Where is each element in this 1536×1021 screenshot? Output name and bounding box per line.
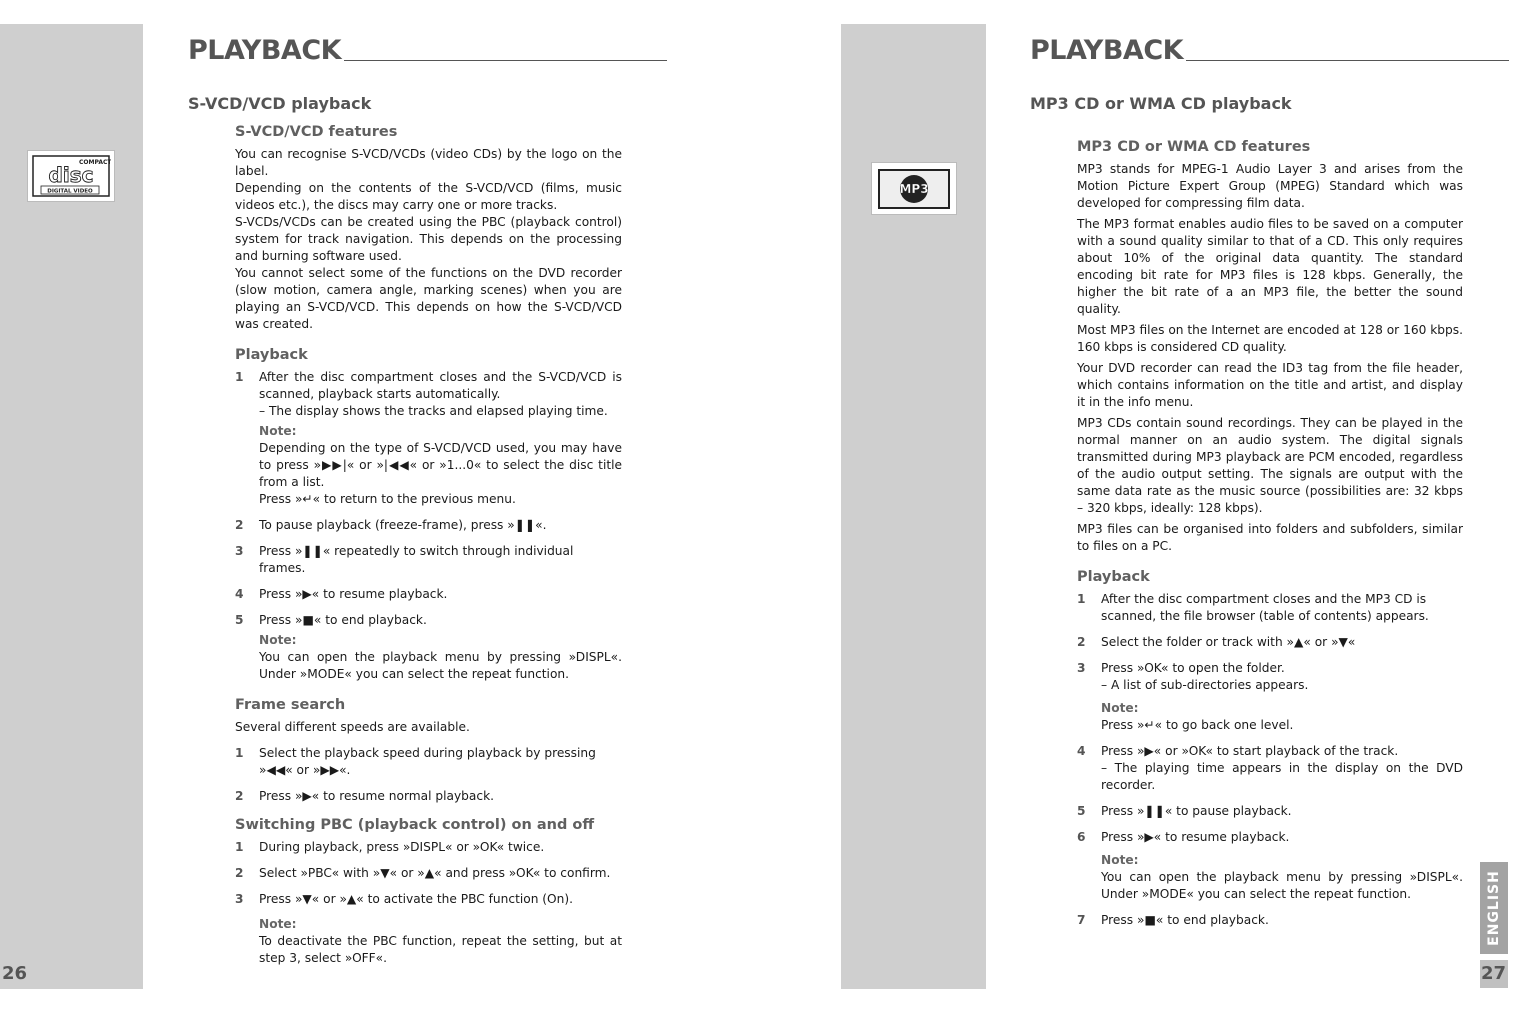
- pbc-heading: Switching PBC (playback control) on and off: [235, 817, 595, 833]
- svg-text:MP3: MP3: [899, 181, 929, 196]
- step-item: 2 Select the folder or track with »▲« or »▼«: [1077, 635, 1356, 649]
- note-text: You can open the playback menu by pressing »DISPL«. Under »MODE« you can select the repeat function.: [259, 650, 622, 681]
- step-item: 3 Press »❚❚« repeatedly to switch through individual frames.: [235, 544, 574, 575]
- step-text: – The playing time appears in the display on the DVD recorder.: [1101, 761, 1463, 792]
- note-label: Note:: [1101, 701, 1139, 715]
- svg-text:COMPACT: COMPACT: [79, 159, 111, 166]
- feature-paragraph: MP3 stands for MPEG-1 Audio Layer 3 and arises from the Motion Picture Expert Group (MPEG) Standard which was developed for compressing film data.: [1077, 162, 1463, 210]
- step-text: – A list of sub-directories appears.: [1101, 678, 1309, 692]
- step-item: 1 During playback, press »DISPL« or »OK« twice.: [235, 840, 545, 854]
- step-text: – The display shows the tracks and elapsed playing time.: [259, 404, 608, 418]
- step-item: 1 After the disc compartment closes and the S-VCD/VCD is scanned, playback starts automatically. – The display shows the tracks and elapsed playing time. Note: Depending on the type of S-VCD/VCD used, you may have to press »▶▶|« or »|◀◀« or »1...0« to select the disc title from a list. Press »↵« to return to the previous menu.: [235, 370, 622, 506]
- step-item: 1 After the disc compartment closes and the MP3 CD is scanned, the file browser (table of contents) appears.: [1077, 592, 1429, 623]
- features-heading: MP3 CD or WMA CD features: [1077, 139, 1311, 155]
- step-text: After the disc compartment closes and the S-VCD/VCD is scanned, playback starts automatically.: [259, 370, 622, 401]
- step-item: 2 To pause playback (freeze-frame), press »❚❚«.: [235, 518, 547, 532]
- step-item: 5 Press »■« to end playback. Note: You can open the playback menu by pressing »DISPL«. Under »MODE« you can select the repeat function.: [235, 613, 622, 681]
- note-text: Depending on the type of S-VCD/VCD used, you may have to press »▶▶|« or »|◀◀« or »1...0« to select the disc title from a list.: [259, 441, 622, 489]
- svg-text:disc: disc: [48, 163, 94, 187]
- features-heading: S-VCD/VCD features: [235, 124, 398, 140]
- step-item: 3 Press »▼« or »▲« to activate the PBC function (On). Note: To deactivate the PBC function, repeat the setting, but at step 3, select »OFF«.: [235, 892, 622, 965]
- step-item: 3 Press »OK« to open the folder. – A list of sub-directories appears. Note: Press »↵« to go back one level.: [1077, 660, 1463, 734]
- compact-disc-logo: [27, 150, 115, 202]
- page-title-right: PLAYBACK: [1030, 35, 1509, 66]
- note-label: Note:: [259, 633, 297, 647]
- feature-paragraph: MP3 CDs contain sound recordings. They can be played in the normal manner on an audio system. The digital signals transmitted during MP3 playback are PCM encoded, regardless of the audio output setting. The signals are output with the same data rate as the music source (possibilities are: 32 kbps – 320 kbps, ideally: 128 kbps).: [1077, 416, 1463, 515]
- note-text: You can open the playback menu by pressing »DISPL«. Under »MODE« you can select the repeat function.: [1101, 870, 1463, 901]
- page-title-left: PLAYBACK: [188, 35, 667, 66]
- mp3-logo: [871, 162, 957, 215]
- step-item: 2 Press »▶« to resume normal playback.: [235, 789, 494, 803]
- feature-paragraph: You can recognise S-VCD/VCDs (video CDs) by the logo on the label.: [235, 147, 622, 178]
- step-item: 5 Press »❚❚« to pause playback.: [1077, 804, 1292, 818]
- note-text: Press »↵« to return to the previous menu.: [259, 492, 516, 506]
- disc-logo-icon: [31, 154, 111, 198]
- step-item: 7 Press »■« to end playback.: [1077, 913, 1269, 927]
- playback-heading: Playback: [1077, 569, 1150, 585]
- right-column: [1077, 139, 1463, 938]
- step-item: 4 Press »▶« to resume playback.: [235, 587, 448, 601]
- feature-paragraph: Your DVD recorder can read the ID3 tag from the file header, which contains information on the title and artist, and display it in the info menu.: [1077, 361, 1463, 409]
- note-text: Press »↵« to go back one level.: [1101, 718, 1294, 732]
- feature-paragraph: S-VCDs/VCDs can be created using the PBC (playback control) system for track navigation. This depends on the processing and burning software used.: [235, 215, 622, 263]
- note-label: Note:: [259, 917, 297, 931]
- feature-paragraph: MP3 files can be organised into folders and subfolders, similar to files on a PC.: [1077, 522, 1463, 553]
- language-tab: ENGLISH: [1480, 862, 1508, 954]
- page-number-right: 27: [1481, 963, 1507, 984]
- left-column: [235, 124, 622, 976]
- playback-heading: Playback: [235, 347, 308, 363]
- section-heading-left: S-VCD/VCD playback: [188, 94, 372, 113]
- step-text: Press »▼« or »▲« to activate the PBC function (On).: [259, 892, 573, 906]
- feature-paragraph: Most MP3 files on the Internet are encoded at 128 or 160 kbps. 160 kbps is considered CD quality.: [1077, 323, 1463, 354]
- mp3-disc-icon: [882, 173, 946, 205]
- feature-paragraph: You cannot select some of the functions on the DVD recorder (slow motion, camera angle, marking scenes) when you are playing an S-VCD/VCD. This depends on how the S-VCD/VCD was created.: [235, 266, 622, 331]
- note-label: Note:: [259, 424, 297, 438]
- step-text: Press »▶« to resume playback.: [1101, 830, 1290, 844]
- step-item: 6 Press »▶« to resume playback. Note: You can open the playback menu by pressing »DISPL«. Under »MODE« you can select the repeat function.: [1077, 830, 1463, 901]
- frame-intro: Several different speeds are available.: [235, 720, 470, 734]
- step-item: 2 Select »PBC« with »▼« or »▲« and press »OK« to confirm.: [235, 866, 611, 880]
- feature-paragraph: Depending on the contents of the S-VCD/VCD (films, music videos etc.), the discs may carry one or more tracks.: [235, 181, 622, 212]
- feature-paragraph: The MP3 format enables audio files to be saved on a computer with a sound quality similar to that of a CD. This only requires about 10% of the original data quantity. The standard encoding bit rate for MP3 files is 128 kbps. Generally, the higher the bit rate of a an MP3 file, the better the sound quality.: [1077, 217, 1463, 316]
- note-label: Note:: [1101, 853, 1139, 867]
- step-item: 1 Select the playback speed during playback by pressing »◀◀« or »▶▶«.: [235, 746, 596, 777]
- step-text: Press »OK« to open the folder.: [1101, 661, 1285, 675]
- step-item: 4 Press »▶« or »OK« to start playback of the track. – The playing time appears in the display on the DVD recorder.: [1077, 744, 1463, 792]
- page-number-left: 26: [2, 963, 28, 984]
- step-text: Press »▶« or »OK« to start playback of the track.: [1101, 744, 1399, 758]
- svg-text:DIGITAL VIDEO: DIGITAL VIDEO: [47, 188, 93, 195]
- step-text: Press »■« to end playback.: [259, 613, 427, 627]
- note-text: To deactivate the PBC function, repeat the setting, but at step 3, select »OFF«.: [259, 934, 622, 965]
- section-heading-right: MP3 CD or WMA CD playback: [1030, 94, 1292, 113]
- frame-search-heading: Frame search: [235, 697, 346, 713]
